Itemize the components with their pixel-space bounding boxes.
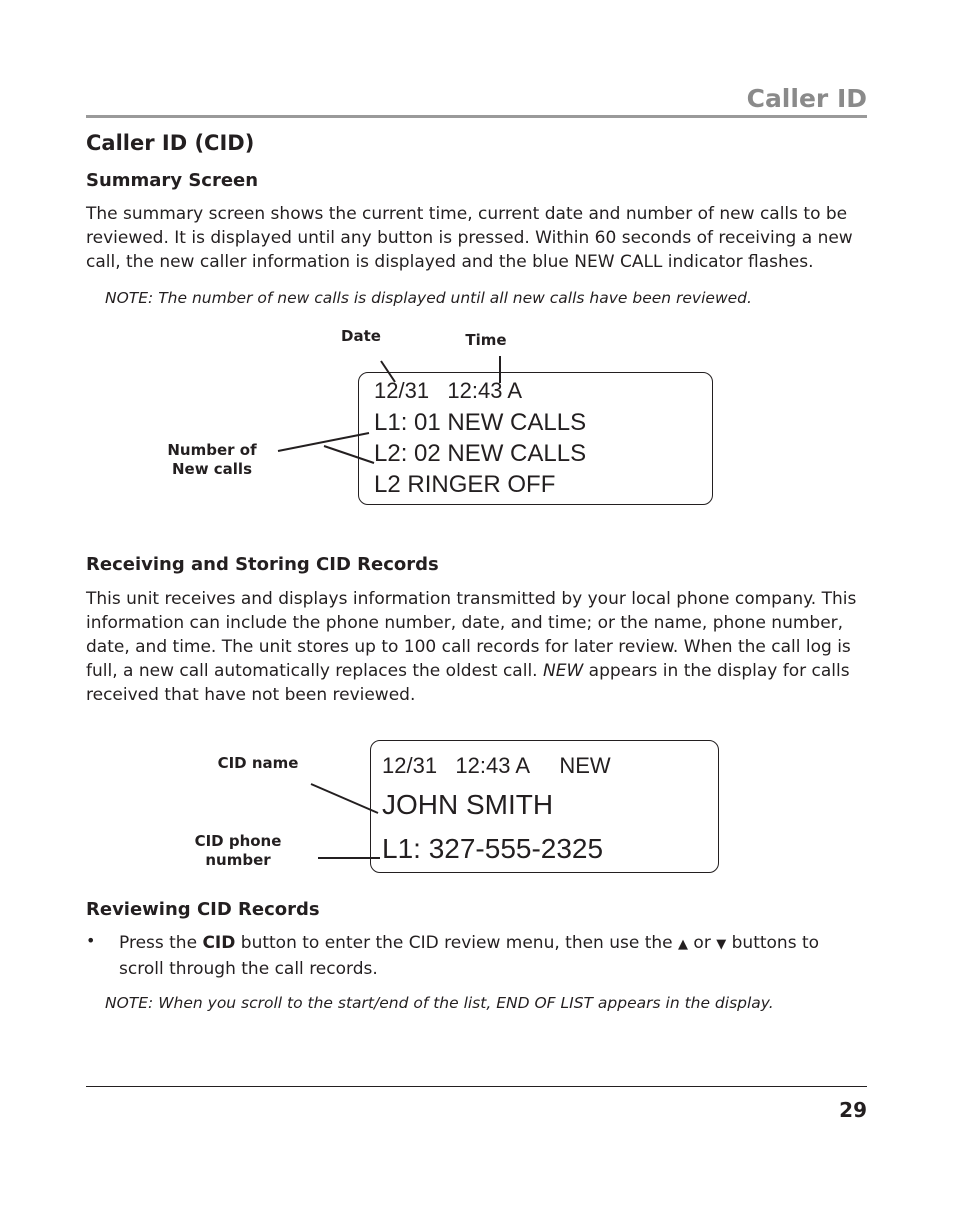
display2-line2: JOHN SMITH (382, 789, 554, 820)
display1-line3: L2: 02 NEW CALLS (374, 440, 587, 467)
reviewing-note: NOTE: When you scroll to the start/end of the list, END OF LIST appears in the display. (105, 994, 774, 1012)
reviewing-text-or: or (688, 933, 717, 953)
receiving-heading: Receiving and Storing CID Records (86, 554, 439, 575)
cid-name-leader-line (311, 784, 378, 813)
new-calls-callout-line2: New calls (171, 460, 253, 478)
date-callout: Date (341, 327, 381, 345)
receiving-new-word: NEW (542, 661, 584, 681)
display2-line1: 12/31 12:43 A NEW (382, 753, 611, 778)
summary-paragraph: The summary screen shows the current time, current date and number of new calls to be reviewed. It is displayed until any button is pressed. Within 60 seconds of receiving a new call, the new caller information is displayed and the blue NEW CALL indicator flashes. (86, 204, 853, 272)
receiving-text-1: This unit receives and displays information transmitted by your local phone company. This information can include the phone number, date, and time; or the name, phone number, date, and time. The unit stores up to 100 call records for later review. When the call log is full, a new call automatically replaces the oldest call. (86, 589, 857, 681)
summary-note: NOTE: The number of new calls is displayed until all new calls have been reviewed. (105, 289, 752, 307)
footer-rule (86, 1086, 867, 1087)
display1-line4: L2 RINGER OFF (374, 471, 556, 498)
bullet-icon: • (86, 931, 96, 950)
display1-line2: L1: 01 NEW CALLS (374, 409, 587, 436)
cid-phone-callout-line1: CID phone (194, 832, 282, 850)
reviewing-instruction (119, 931, 867, 981)
summary-heading: Summary Screen (86, 170, 259, 191)
up-triangle-icon: ▲ (678, 937, 689, 952)
page-number: 29 (839, 1098, 867, 1122)
reviewing-text-1: Press the (119, 933, 203, 953)
down-triangle-icon: ▼ (716, 937, 727, 952)
display1-line1: 12/31 12:43 A (374, 378, 523, 403)
cid-button-label: CID (202, 933, 236, 953)
cid-name-callout: CID name (217, 754, 299, 772)
display2-line3: L1: 327-555-2325 (382, 833, 604, 864)
cid-phone-callout-line2: number (205, 851, 271, 869)
section-header: Caller ID (746, 84, 867, 113)
receiving-text-2: appears in the display for calls received that have not been reviewed. (86, 661, 850, 705)
page-title: Caller ID (CID) (86, 131, 255, 155)
reviewing-text-3: buttons to scroll through the call records. (119, 933, 820, 979)
reviewing-text-2: button to enter the CID review menu, then use the (235, 933, 679, 953)
new-calls-callout-line1: Number of (167, 441, 257, 459)
reviewing-heading: Reviewing CID Records (86, 899, 320, 920)
time-callout: Time (465, 331, 507, 349)
